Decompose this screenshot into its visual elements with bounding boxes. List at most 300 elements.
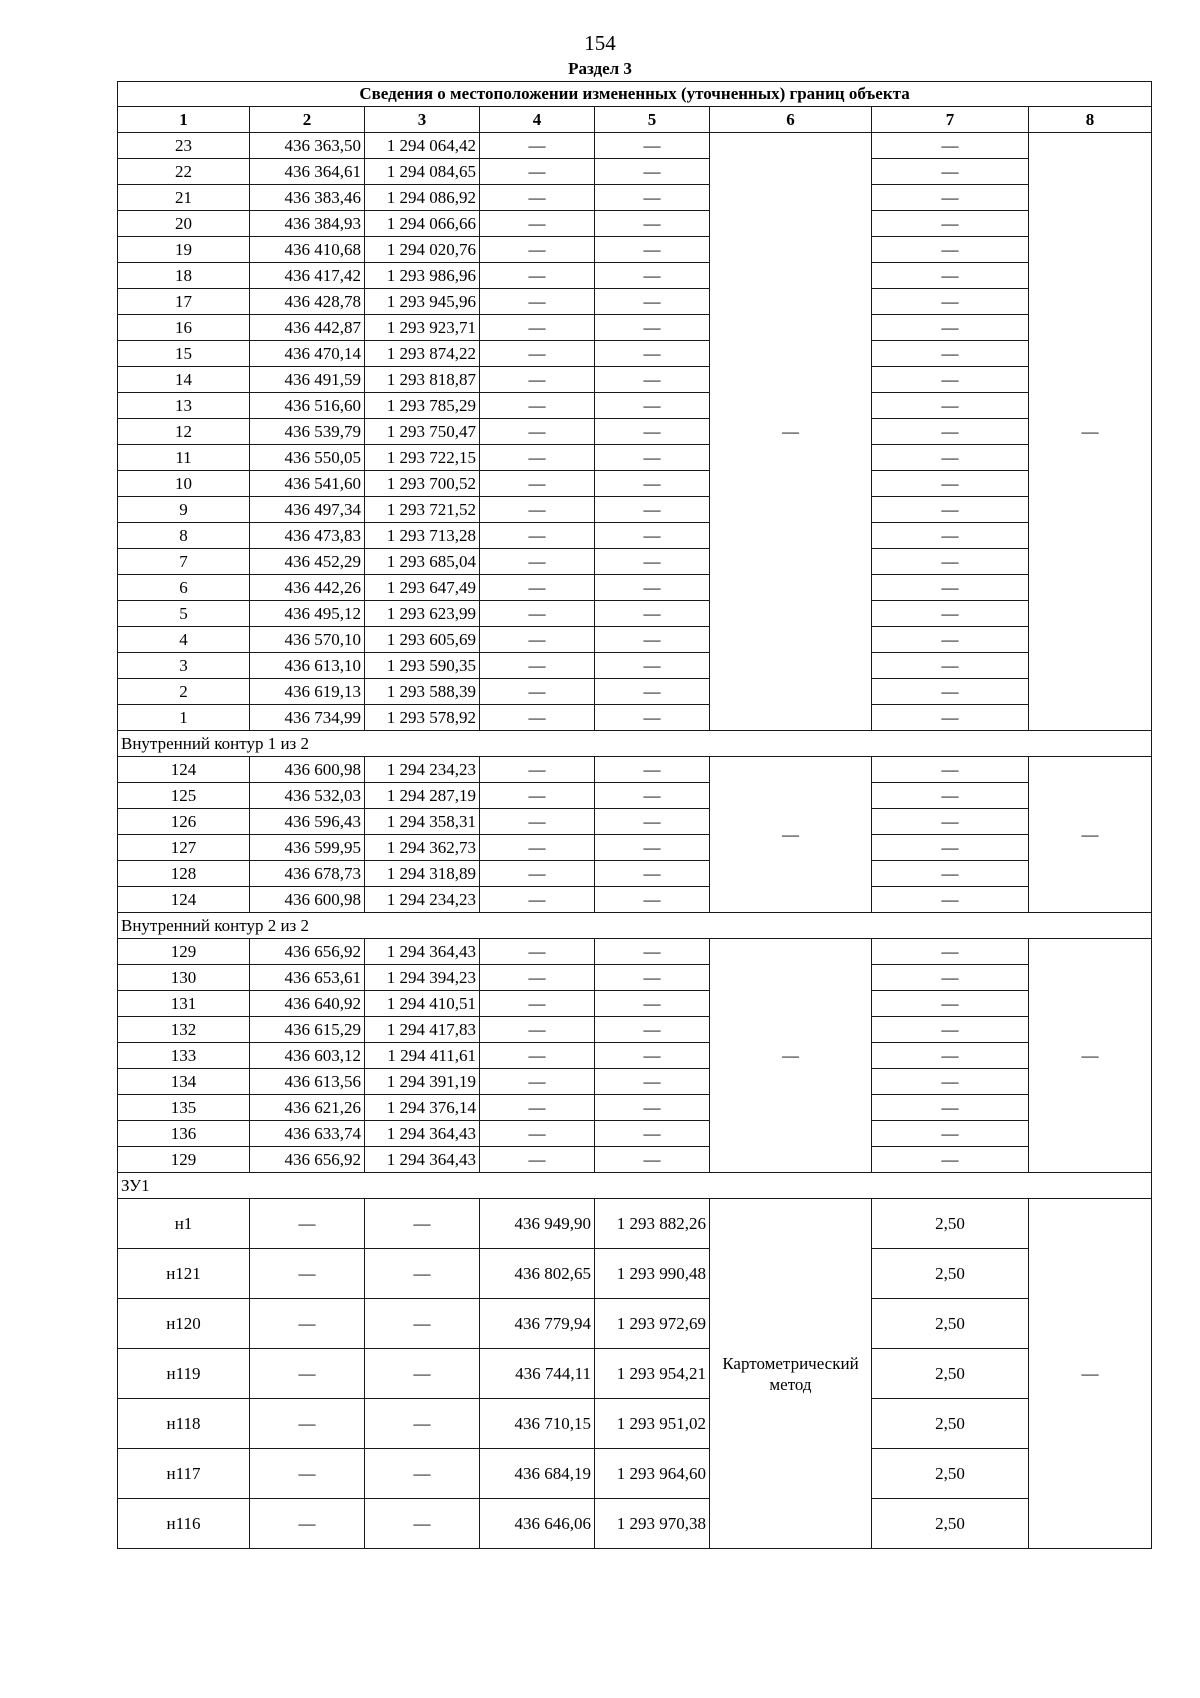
- table-row: [118, 1299, 1152, 1349]
- table-row: [118, 315, 1152, 341]
- new-y: 1 293 972,69: [595, 1299, 710, 1349]
- existing-x: 436 541,60: [250, 471, 365, 497]
- table-row: [118, 1017, 1152, 1043]
- method: —: [710, 939, 872, 1173]
- accuracy: —: [872, 627, 1029, 653]
- existing-y: 1 293 605,69: [365, 627, 480, 653]
- accuracy: 2,50: [872, 1199, 1029, 1249]
- contour-label-row: [118, 913, 1152, 939]
- accuracy: —: [872, 523, 1029, 549]
- existing-x: 436 656,92: [250, 1147, 365, 1173]
- table-row: [118, 393, 1152, 419]
- table-row: [118, 1147, 1152, 1173]
- method: —: [710, 757, 872, 913]
- existing-y: 1 294 391,19: [365, 1069, 480, 1095]
- accuracy: —: [872, 471, 1029, 497]
- table-row: [118, 991, 1152, 1017]
- existing-x: 436 640,92: [250, 991, 365, 1017]
- point-number: 1: [118, 705, 250, 731]
- new-x: —: [480, 471, 595, 497]
- existing-x: 436 516,60: [250, 393, 365, 419]
- new-x: —: [480, 315, 595, 341]
- existing-y: 1 294 084,65: [365, 159, 480, 185]
- new-x: —: [480, 809, 595, 835]
- table-row: [118, 1499, 1152, 1549]
- accuracy: 2,50: [872, 1299, 1029, 1349]
- new-y: 1 293 964,60: [595, 1449, 710, 1499]
- table-row: [118, 341, 1152, 367]
- existing-x: 436 470,14: [250, 341, 365, 367]
- existing-y: 1 294 066,66: [365, 211, 480, 237]
- description: —: [1029, 939, 1152, 1173]
- existing-y: 1 293 713,28: [365, 523, 480, 549]
- existing-x: —: [250, 1449, 365, 1499]
- table-row: [118, 211, 1152, 237]
- new-x: —: [480, 549, 595, 575]
- table-row: [118, 1121, 1152, 1147]
- point-number: 23: [118, 133, 250, 159]
- existing-y: 1 293 722,15: [365, 445, 480, 471]
- description: —: [1029, 1199, 1152, 1549]
- accuracy: —: [872, 393, 1029, 419]
- column-header: 8: [1029, 107, 1152, 133]
- accuracy: —: [872, 835, 1029, 861]
- point-number: 126: [118, 809, 250, 835]
- contour-label-row: [118, 731, 1152, 757]
- new-x: —: [480, 887, 595, 913]
- table-row: [118, 835, 1152, 861]
- new-x: —: [480, 1017, 595, 1043]
- new-y: 1 293 990,48: [595, 1249, 710, 1299]
- point-number: 127: [118, 835, 250, 861]
- accuracy: —: [872, 1017, 1029, 1043]
- existing-y: 1 293 623,99: [365, 601, 480, 627]
- contour-label: Внутренний контур 2 из 2: [118, 913, 1152, 939]
- new-x: —: [480, 1121, 595, 1147]
- existing-x: 436 539,79: [250, 419, 365, 445]
- table-caption-row: [118, 82, 1152, 107]
- new-x: —: [480, 991, 595, 1017]
- new-x: —: [480, 367, 595, 393]
- accuracy: —: [872, 263, 1029, 289]
- point-number: 129: [118, 1147, 250, 1173]
- new-y: —: [595, 757, 710, 783]
- method: —: [710, 133, 872, 731]
- coordinates-table: [117, 81, 1152, 1549]
- new-x: —: [480, 159, 595, 185]
- new-y: —: [595, 185, 710, 211]
- new-y: —: [595, 1121, 710, 1147]
- new-x: —: [480, 783, 595, 809]
- point-number: н1: [118, 1199, 250, 1249]
- existing-x: 436 653,61: [250, 965, 365, 991]
- point-number: н121: [118, 1249, 250, 1299]
- new-y: —: [595, 393, 710, 419]
- new-x: —: [480, 133, 595, 159]
- point-number: 20: [118, 211, 250, 237]
- new-x: —: [480, 1043, 595, 1069]
- existing-x: 436 621,26: [250, 1095, 365, 1121]
- point-number: 131: [118, 991, 250, 1017]
- accuracy: —: [872, 653, 1029, 679]
- existing-x: 436 383,46: [250, 185, 365, 211]
- table-row: [118, 289, 1152, 315]
- new-y: —: [595, 965, 710, 991]
- existing-x: 436 532,03: [250, 783, 365, 809]
- accuracy: 2,50: [872, 1349, 1029, 1399]
- existing-y: 1 293 818,87: [365, 367, 480, 393]
- accuracy: —: [872, 445, 1029, 471]
- new-y: —: [595, 497, 710, 523]
- new-y: 1 293 954,21: [595, 1349, 710, 1399]
- new-y: —: [595, 783, 710, 809]
- existing-x: 436 452,29: [250, 549, 365, 575]
- table-row: [118, 419, 1152, 445]
- accuracy: —: [872, 419, 1029, 445]
- new-y: —: [595, 159, 710, 185]
- point-number: 125: [118, 783, 250, 809]
- new-y: —: [595, 1043, 710, 1069]
- new-x: —: [480, 1095, 595, 1121]
- accuracy: —: [872, 211, 1029, 237]
- point-number: 11: [118, 445, 250, 471]
- description: —: [1029, 133, 1152, 731]
- table-row: [118, 471, 1152, 497]
- accuracy: —: [872, 159, 1029, 185]
- existing-x: —: [250, 1399, 365, 1449]
- new-x: —: [480, 757, 595, 783]
- new-x: —: [480, 185, 595, 211]
- accuracy: —: [872, 861, 1029, 887]
- existing-x: 436 491,59: [250, 367, 365, 393]
- accuracy: 2,50: [872, 1249, 1029, 1299]
- new-y: —: [595, 575, 710, 601]
- existing-y: 1 293 647,49: [365, 575, 480, 601]
- accuracy: —: [872, 289, 1029, 315]
- table-row: [118, 159, 1152, 185]
- contour-label: ЗУ1: [118, 1173, 1152, 1199]
- point-number: 12: [118, 419, 250, 445]
- accuracy: 2,50: [872, 1399, 1029, 1449]
- accuracy: —: [872, 1121, 1029, 1147]
- table-row: [118, 1349, 1152, 1399]
- point-number: 133: [118, 1043, 250, 1069]
- contour-label-row: [118, 1173, 1152, 1199]
- new-x: —: [480, 705, 595, 731]
- existing-y: —: [365, 1199, 480, 1249]
- existing-y: 1 294 362,73: [365, 835, 480, 861]
- table-row: [118, 445, 1152, 471]
- new-x: 436 646,06: [480, 1499, 595, 1549]
- new-x: —: [480, 289, 595, 315]
- existing-y: 1 294 417,83: [365, 1017, 480, 1043]
- point-number: 134: [118, 1069, 250, 1095]
- existing-x: 436 600,98: [250, 887, 365, 913]
- existing-y: 1 293 945,96: [365, 289, 480, 315]
- table-caption: Сведения о местоположении измененных (уточненных) границ объекта: [118, 82, 1152, 107]
- accuracy: —: [872, 497, 1029, 523]
- new-x: —: [480, 393, 595, 419]
- new-x: —: [480, 835, 595, 861]
- point-number: н118: [118, 1399, 250, 1449]
- existing-x: 436 619,13: [250, 679, 365, 705]
- new-x: —: [480, 263, 595, 289]
- new-x: —: [480, 445, 595, 471]
- table-row: [118, 1043, 1152, 1069]
- new-x: 436 744,11: [480, 1349, 595, 1399]
- existing-y: 1 293 785,29: [365, 393, 480, 419]
- table-row: [118, 1069, 1152, 1095]
- existing-x: 436 442,87: [250, 315, 365, 341]
- accuracy: —: [872, 887, 1029, 913]
- new-y: —: [595, 1017, 710, 1043]
- new-x: —: [480, 575, 595, 601]
- table-row: [118, 549, 1152, 575]
- existing-x: —: [250, 1199, 365, 1249]
- table-row: [118, 497, 1152, 523]
- existing-x: —: [250, 1299, 365, 1349]
- new-y: —: [595, 419, 710, 445]
- existing-y: 1 294 364,43: [365, 1147, 480, 1173]
- column-header: 5: [595, 107, 710, 133]
- table-row: [118, 185, 1152, 211]
- existing-y: 1 293 700,52: [365, 471, 480, 497]
- table-row: [118, 263, 1152, 289]
- accuracy: —: [872, 679, 1029, 705]
- new-x: —: [480, 419, 595, 445]
- table-row: [118, 601, 1152, 627]
- point-number: 129: [118, 939, 250, 965]
- point-number: н117: [118, 1449, 250, 1499]
- new-y: —: [595, 991, 710, 1017]
- table-row: [118, 1249, 1152, 1299]
- new-x: —: [480, 679, 595, 705]
- existing-y: 1 293 578,92: [365, 705, 480, 731]
- new-x: —: [480, 341, 595, 367]
- column-header: 3: [365, 107, 480, 133]
- new-y: —: [595, 861, 710, 887]
- point-number: н116: [118, 1499, 250, 1549]
- page-number: 154: [584, 31, 616, 55]
- accuracy: —: [872, 185, 1029, 211]
- contour-label: Внутренний контур 1 из 2: [118, 731, 1152, 757]
- existing-x: —: [250, 1349, 365, 1399]
- new-y: —: [595, 263, 710, 289]
- accuracy: —: [872, 341, 1029, 367]
- existing-x: 436 442,26: [250, 575, 365, 601]
- existing-x: 436 497,34: [250, 497, 365, 523]
- point-number: 8: [118, 523, 250, 549]
- column-header: 1: [118, 107, 250, 133]
- accuracy: —: [872, 783, 1029, 809]
- point-number: 135: [118, 1095, 250, 1121]
- table-row: [118, 1095, 1152, 1121]
- accuracy: —: [872, 237, 1029, 263]
- existing-x: 436 678,73: [250, 861, 365, 887]
- new-x: —: [480, 497, 595, 523]
- new-y: —: [595, 289, 710, 315]
- existing-x: 436 495,12: [250, 601, 365, 627]
- existing-y: —: [365, 1249, 480, 1299]
- new-y: —: [595, 679, 710, 705]
- new-y: —: [595, 211, 710, 237]
- new-x: 436 802,65: [480, 1249, 595, 1299]
- table-row: [118, 653, 1152, 679]
- accuracy: —: [872, 549, 1029, 575]
- existing-x: 436 473,83: [250, 523, 365, 549]
- existing-x: 436 613,56: [250, 1069, 365, 1095]
- column-header: 4: [480, 107, 595, 133]
- new-x: 436 710,15: [480, 1399, 595, 1449]
- existing-x: 436 615,29: [250, 1017, 365, 1043]
- existing-x: 436 384,93: [250, 211, 365, 237]
- existing-y: 1 294 287,19: [365, 783, 480, 809]
- existing-y: 1 294 020,76: [365, 237, 480, 263]
- existing-x: 436 364,61: [250, 159, 365, 185]
- existing-x: 436 734,99: [250, 705, 365, 731]
- accuracy: —: [872, 1147, 1029, 1173]
- existing-y: 1 293 588,39: [365, 679, 480, 705]
- table-row: [118, 367, 1152, 393]
- existing-x: —: [250, 1499, 365, 1549]
- new-y: —: [595, 445, 710, 471]
- accuracy: —: [872, 991, 1029, 1017]
- existing-x: 436 363,50: [250, 133, 365, 159]
- point-number: 9: [118, 497, 250, 523]
- point-number: 17: [118, 289, 250, 315]
- existing-y: —: [365, 1499, 480, 1549]
- table-row: [118, 809, 1152, 835]
- new-y: —: [595, 1069, 710, 1095]
- point-number: 10: [118, 471, 250, 497]
- point-number: 18: [118, 263, 250, 289]
- new-x: —: [480, 965, 595, 991]
- table-row: [118, 523, 1152, 549]
- method: Картометрический метод: [710, 1199, 872, 1549]
- table-row: [118, 887, 1152, 913]
- accuracy: —: [872, 1069, 1029, 1095]
- new-x: —: [480, 523, 595, 549]
- point-number: 132: [118, 1017, 250, 1043]
- description: —: [1029, 757, 1152, 913]
- new-y: —: [595, 601, 710, 627]
- table-row: [118, 627, 1152, 653]
- point-number: 130: [118, 965, 250, 991]
- new-y: —: [595, 705, 710, 731]
- table-row: [118, 939, 1152, 965]
- existing-x: 436 570,10: [250, 627, 365, 653]
- existing-x: 436 613,10: [250, 653, 365, 679]
- new-y: —: [595, 809, 710, 835]
- existing-x: 436 596,43: [250, 809, 365, 835]
- point-number: 19: [118, 237, 250, 263]
- new-x: —: [480, 627, 595, 653]
- accuracy: 2,50: [872, 1499, 1029, 1549]
- existing-y: —: [365, 1349, 480, 1399]
- table-row: [118, 783, 1152, 809]
- existing-y: 1 293 923,71: [365, 315, 480, 341]
- existing-y: 1 294 376,14: [365, 1095, 480, 1121]
- new-x: 436 684,19: [480, 1449, 595, 1499]
- point-number: 16: [118, 315, 250, 341]
- point-number: 21: [118, 185, 250, 211]
- existing-y: 1 294 364,43: [365, 939, 480, 965]
- new-y: —: [595, 835, 710, 861]
- column-header-row: [118, 107, 1152, 133]
- point-number: 128: [118, 861, 250, 887]
- new-x: —: [480, 211, 595, 237]
- point-number: 5: [118, 601, 250, 627]
- point-number: 6: [118, 575, 250, 601]
- point-number: 136: [118, 1121, 250, 1147]
- new-x: 436 779,94: [480, 1299, 595, 1349]
- table-row: [118, 133, 1152, 159]
- existing-x: 436 633,74: [250, 1121, 365, 1147]
- existing-y: 1 294 318,89: [365, 861, 480, 887]
- existing-x: 436 603,12: [250, 1043, 365, 1069]
- point-number: н120: [118, 1299, 250, 1349]
- new-y: —: [595, 1095, 710, 1121]
- existing-y: —: [365, 1449, 480, 1499]
- existing-y: 1 293 721,52: [365, 497, 480, 523]
- accuracy: —: [872, 601, 1029, 627]
- new-x: —: [480, 1147, 595, 1173]
- table-row: [118, 1399, 1152, 1449]
- new-y: —: [595, 939, 710, 965]
- new-y: —: [595, 315, 710, 341]
- existing-x: —: [250, 1249, 365, 1299]
- existing-y: 1 294 358,31: [365, 809, 480, 835]
- new-y: —: [595, 653, 710, 679]
- new-y: —: [595, 627, 710, 653]
- table-row: [118, 1449, 1152, 1499]
- new-x: —: [480, 601, 595, 627]
- existing-y: 1 294 364,43: [365, 1121, 480, 1147]
- new-y: —: [595, 133, 710, 159]
- accuracy: —: [872, 705, 1029, 731]
- table-row: [118, 705, 1152, 731]
- point-number: 3: [118, 653, 250, 679]
- accuracy: —: [872, 757, 1029, 783]
- existing-y: 1 294 234,23: [365, 757, 480, 783]
- column-header: 2: [250, 107, 365, 133]
- column-header: 6: [710, 107, 872, 133]
- point-number: 22: [118, 159, 250, 185]
- accuracy: 2,50: [872, 1449, 1029, 1499]
- new-y: —: [595, 367, 710, 393]
- column-header: 7: [872, 107, 1029, 133]
- new-x: —: [480, 237, 595, 263]
- existing-y: 1 294 064,42: [365, 133, 480, 159]
- point-number: н119: [118, 1349, 250, 1399]
- new-y: —: [595, 237, 710, 263]
- section-title: Раздел 3: [568, 59, 632, 78]
- new-x: —: [480, 653, 595, 679]
- existing-y: 1 293 590,35: [365, 653, 480, 679]
- point-number: 2: [118, 679, 250, 705]
- point-number: 14: [118, 367, 250, 393]
- existing-x: 436 417,42: [250, 263, 365, 289]
- point-number: 124: [118, 757, 250, 783]
- existing-y: —: [365, 1399, 480, 1449]
- existing-y: 1 293 986,96: [365, 263, 480, 289]
- existing-y: 1 294 394,23: [365, 965, 480, 991]
- new-y: —: [595, 523, 710, 549]
- new-x: —: [480, 939, 595, 965]
- table-row: [118, 237, 1152, 263]
- existing-x: 436 599,95: [250, 835, 365, 861]
- table-row: [118, 575, 1152, 601]
